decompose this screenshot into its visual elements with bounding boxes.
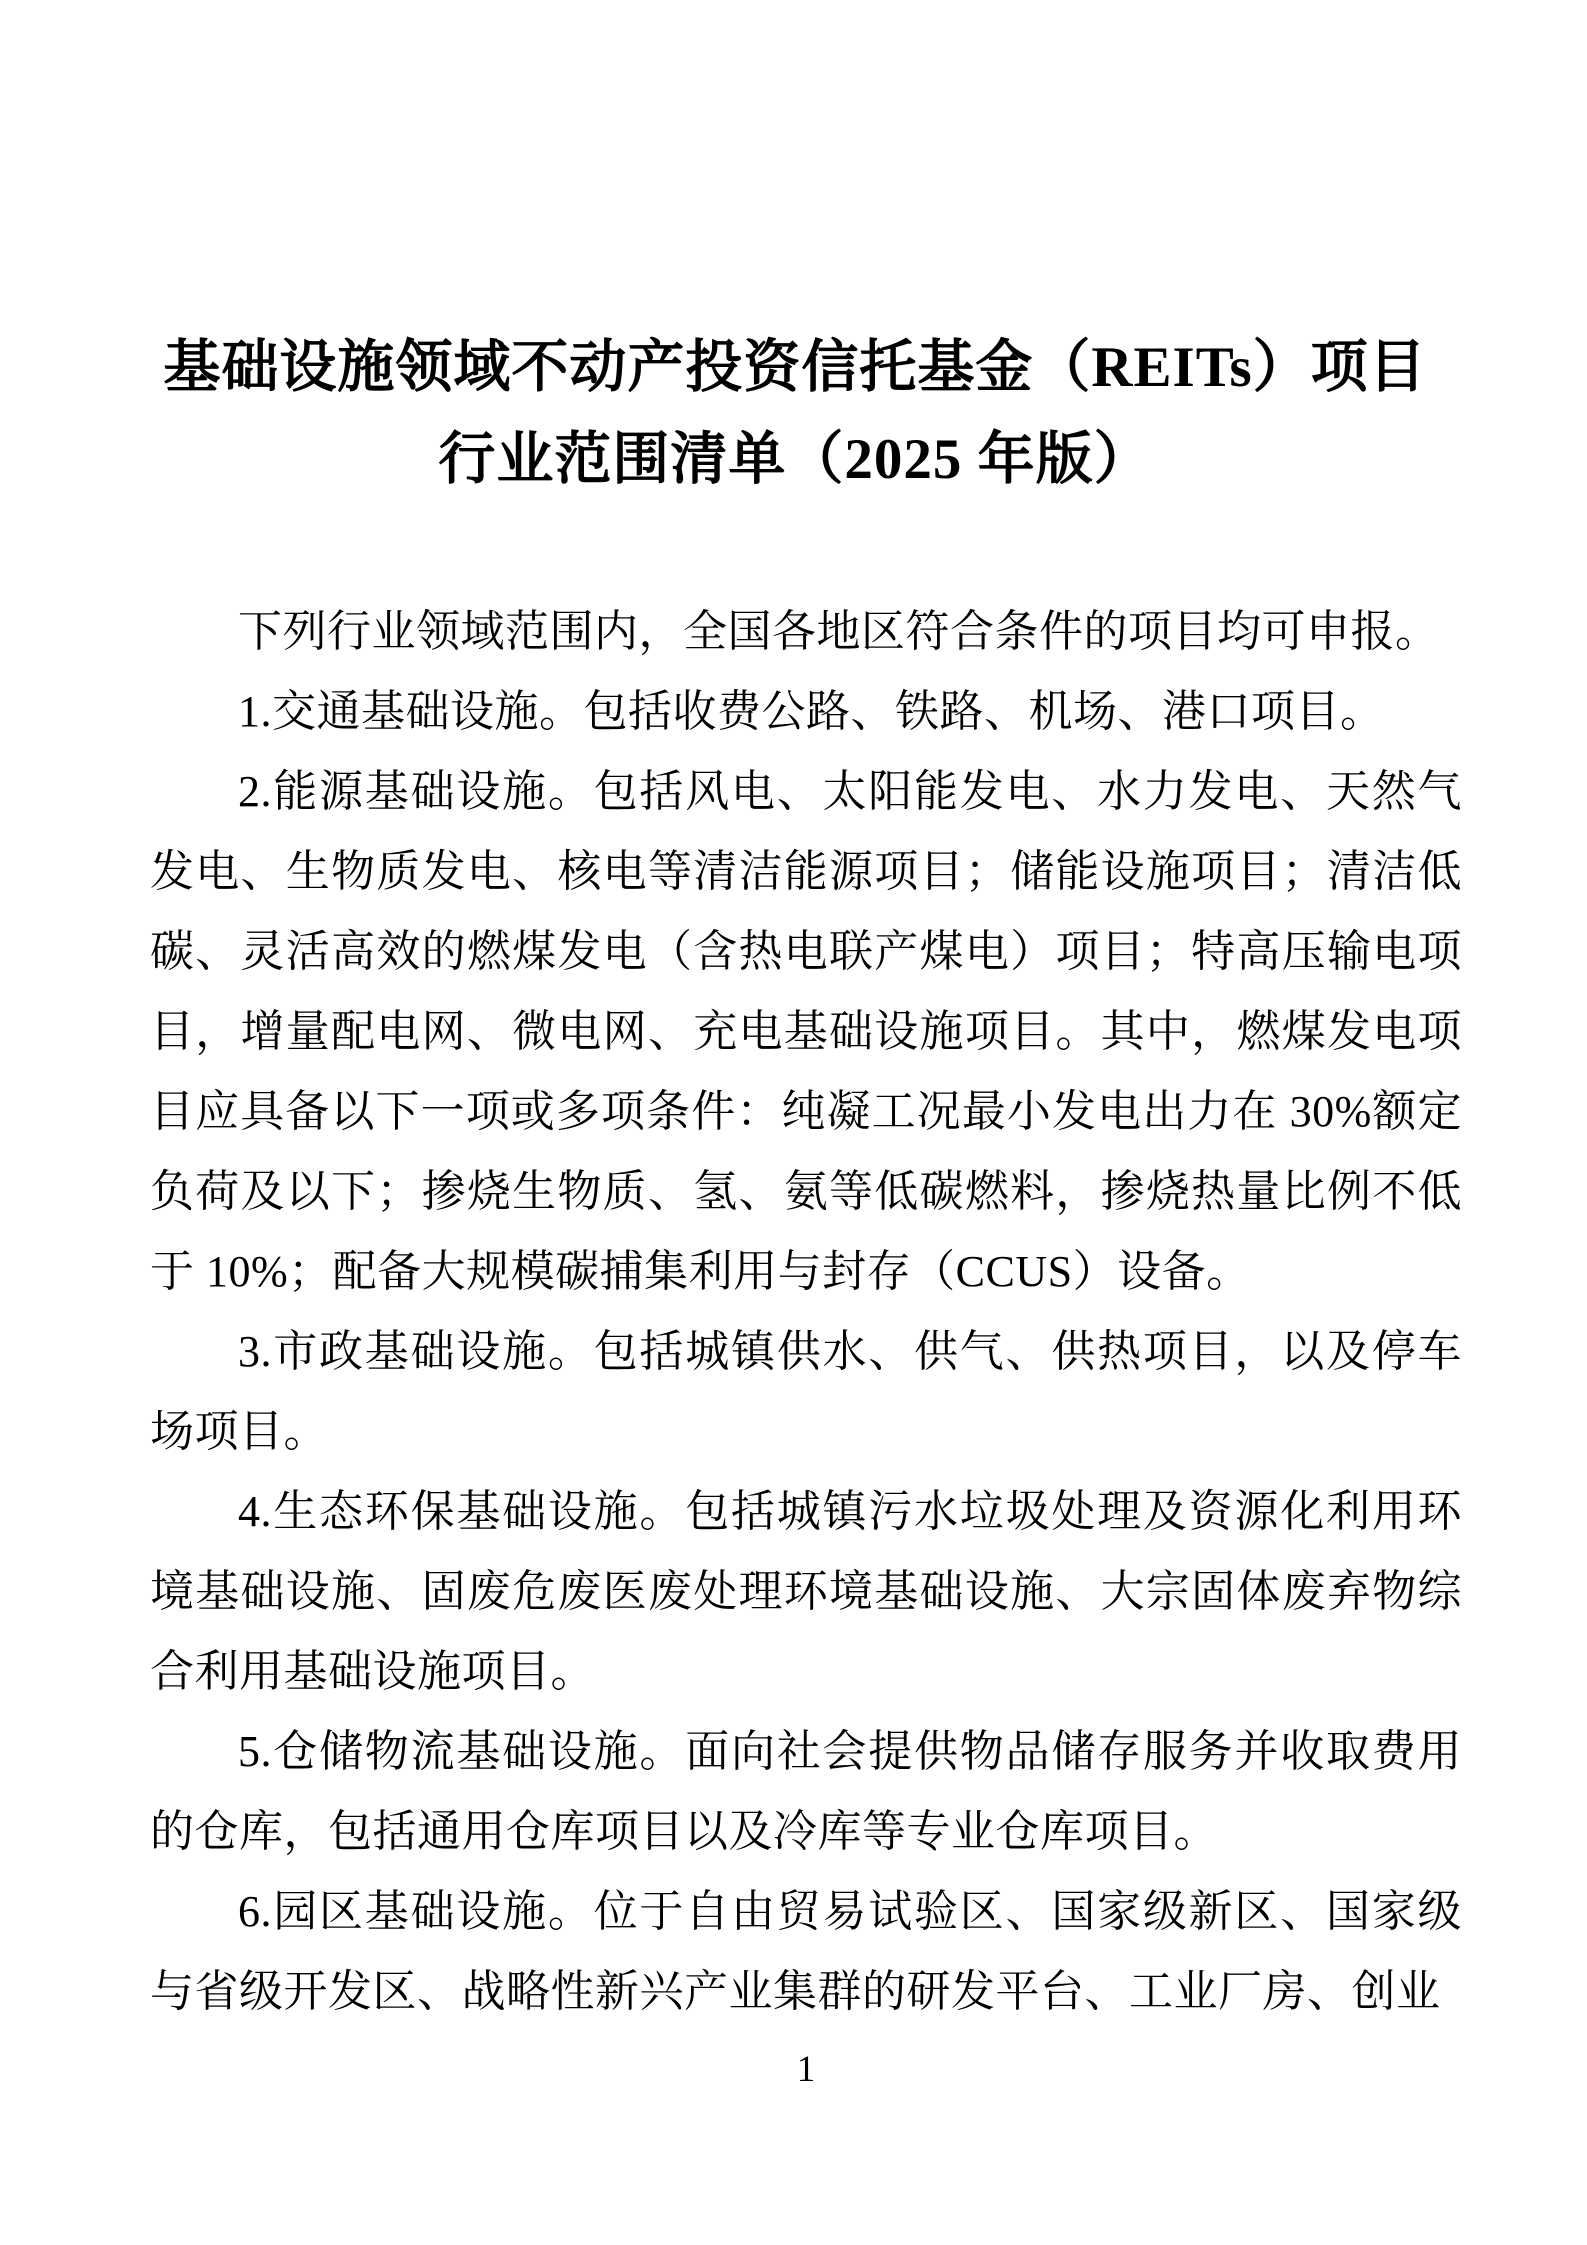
paragraph-item-4-eco: 4.生态环保基础设施。包括城镇污水垃圾处理及资源化利用环境基础设施、固废危废医废处理环境基础设施、大宗固体废弃物综合利用基础设施项目。 [150,1487,1462,1696]
page-number: 1 [796,2049,816,2090]
paragraph-item-1-transport: 1.交通基础设施。包括收费公路、铁路、机场、港口项目。 [238,687,1385,736]
paragraph-item-2-energy: 2.能源基础设施。包括风电、太阳能发电、水力发电、天然气发电、生物质发电、核电等清洁能源项目；储能设施项目；清洁低碳、灵活高效的燃煤发电（含热电联产煤电）项目；特高压输电项目，增量配电网、微电网、充电基础设施项目。其中，燃煤发电项目应具备以下一项或多项条件：纯凝工况最小发电出力在 30%额定负荷及以下；掺烧生物质、氢、氨等低碳燃料，掺烧热量比例不低于 10%；配备大规模碳捕集利用与封存（CCUS）设备。 [150,767,1462,1296]
title-line-2: 行业范围清单（2025 年版） [438,428,1152,491]
paragraph-intro: 下列行业领域范围内，全国各地区符合条件的项目均可申报。 [238,607,1440,656]
document-title [130,322,1460,506]
paragraph-item-3-municipal: 3.市政基础设施。包括城镇供水、供气、供热项目，以及停车场项目。 [150,1327,1462,1456]
paragraph-item-6-park: 6.园区基础设施。位于自由贸易试验区、国家级新区、国家级与省级开发区、战略性新兴产业集群的研发平台、工业厂房、创业 [150,1887,1462,2016]
document-body [150,592,1462,2032]
paragraph-item-5-warehouse: 5.仓储物流基础设施。面向社会提供物品储存服务并收取费用的仓库，包括通用仓库项目以及冷库等专业仓库项目。 [150,1727,1462,1856]
title-line-1: 基础设施领域不动产投资信托基金（REITs）项目 [163,336,1427,399]
